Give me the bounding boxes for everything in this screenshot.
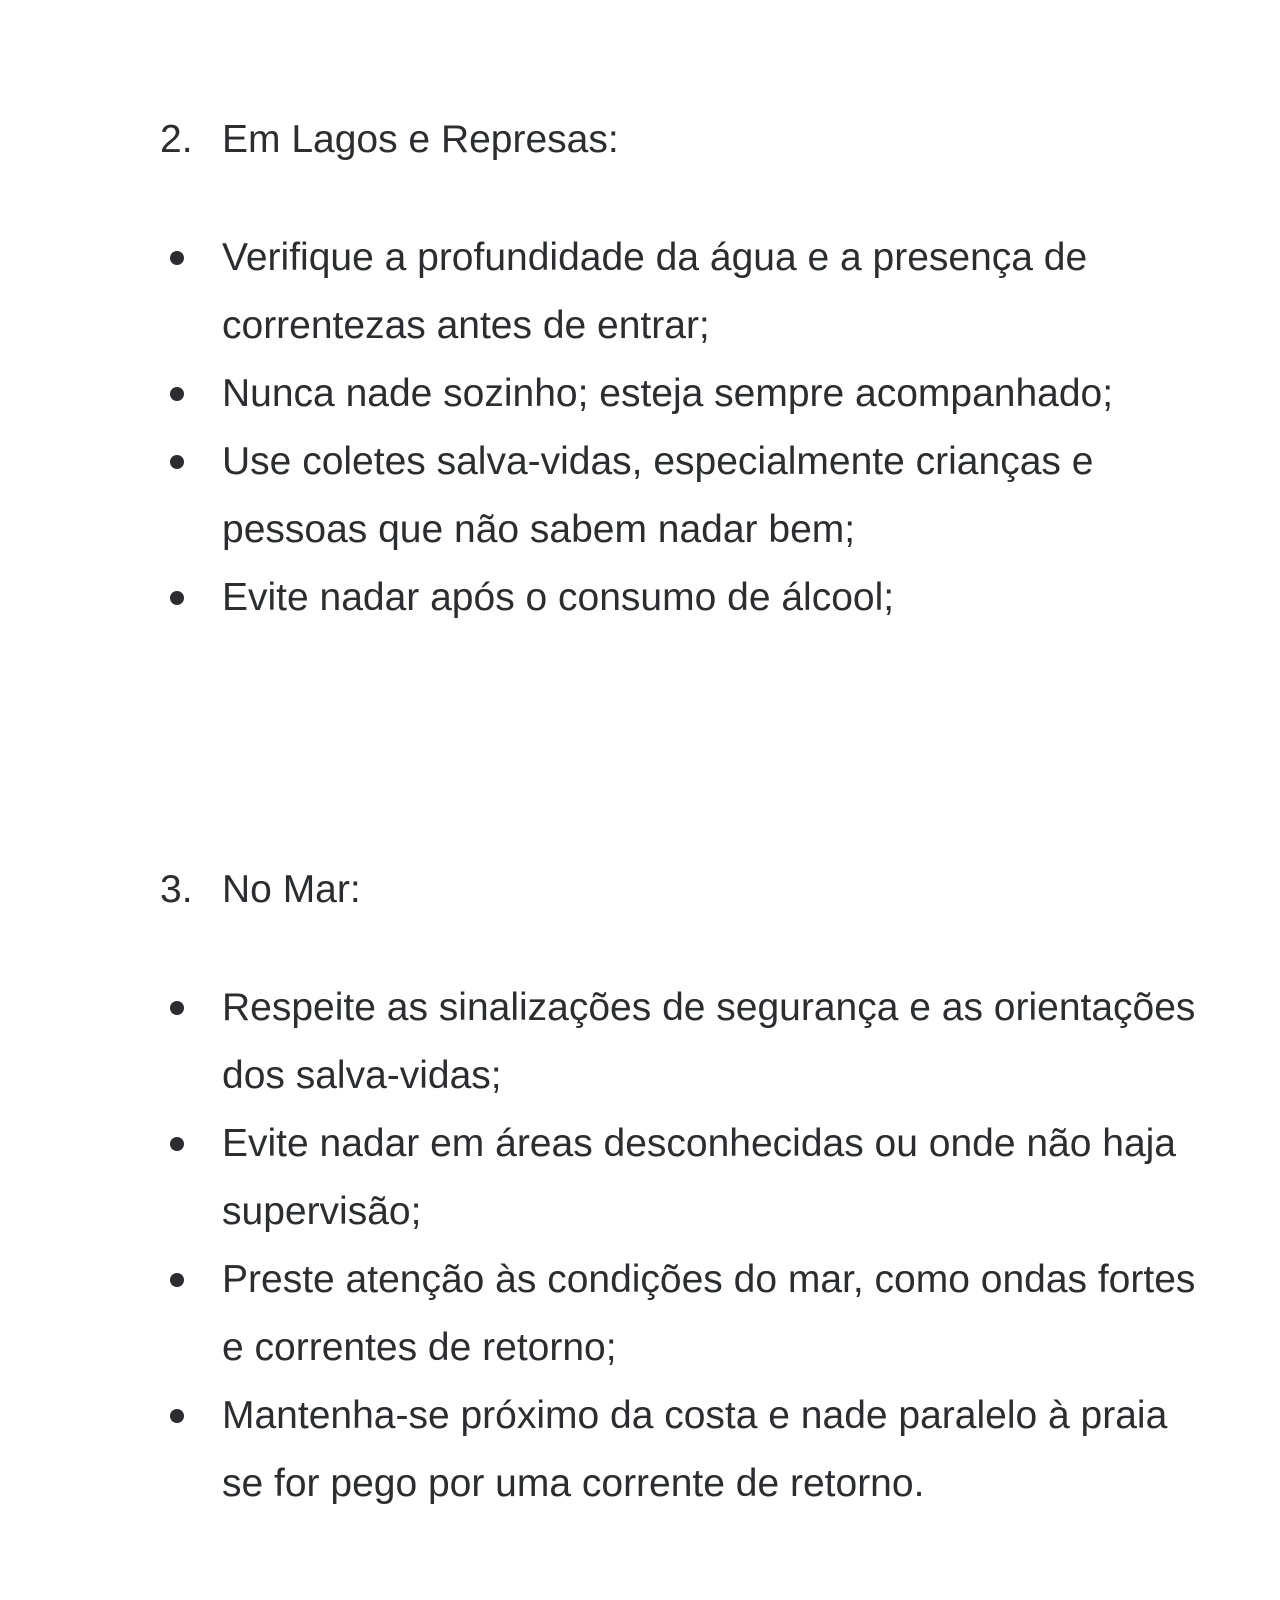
bullet-icon <box>170 251 184 265</box>
list-item <box>160 564 1200 632</box>
list-item-text: Respeite as sinalizações de segurança e as orientações dos salva-vidas; <box>222 986 1196 1097</box>
list-item <box>160 360 1200 428</box>
list-item <box>160 1246 1200 1382</box>
list-item-text: Mantenha-se próximo da costa e nade paralelo à praia se for pego por uma corrente de retorno. <box>222 1394 1168 1505</box>
section-title: No Mar: <box>222 868 361 911</box>
section-sea <box>160 864 1200 1518</box>
bullet-list <box>160 974 1200 1518</box>
list-item-text: Evite nadar após o consumo de álcool; <box>222 576 895 619</box>
list-item-text: Nunca nade sozinho; esteja sempre acompanhado; <box>222 372 1114 415</box>
list-item <box>160 974 1200 1110</box>
bullet-icon <box>170 455 184 469</box>
section-number: 2. <box>160 118 193 161</box>
section-heading <box>160 864 1200 916</box>
bullet-icon <box>170 591 184 605</box>
section-lakes-dams <box>160 114 1200 632</box>
section-number: 3. <box>160 868 193 911</box>
list-item-text: Verifique a profundidade da água e a presença de correntezas antes de entrar; <box>222 236 1088 347</box>
bullet-icon <box>170 387 184 401</box>
list-item <box>160 224 1200 360</box>
list-item-text: Preste atenção às condições do mar, como ondas fortes e correntes de retorno; <box>222 1258 1196 1369</box>
bullet-icon <box>170 1137 184 1151</box>
list-item <box>160 428 1200 564</box>
list-item <box>160 1110 1200 1246</box>
list-item-text: Use coletes salva-vidas, especialmente crianças e pessoas que não sabem nadar bem; <box>222 440 1094 551</box>
list-item <box>160 1382 1200 1518</box>
section-heading <box>160 114 1200 166</box>
bullet-icon <box>170 1273 184 1287</box>
bullet-list <box>160 224 1200 632</box>
section-title: Em Lagos e Represas: <box>222 118 619 161</box>
bullet-icon <box>170 1409 184 1423</box>
list-item-text: Evite nadar em áreas desconhecidas ou onde não haja supervisão; <box>222 1122 1176 1233</box>
bullet-icon <box>170 1001 184 1015</box>
